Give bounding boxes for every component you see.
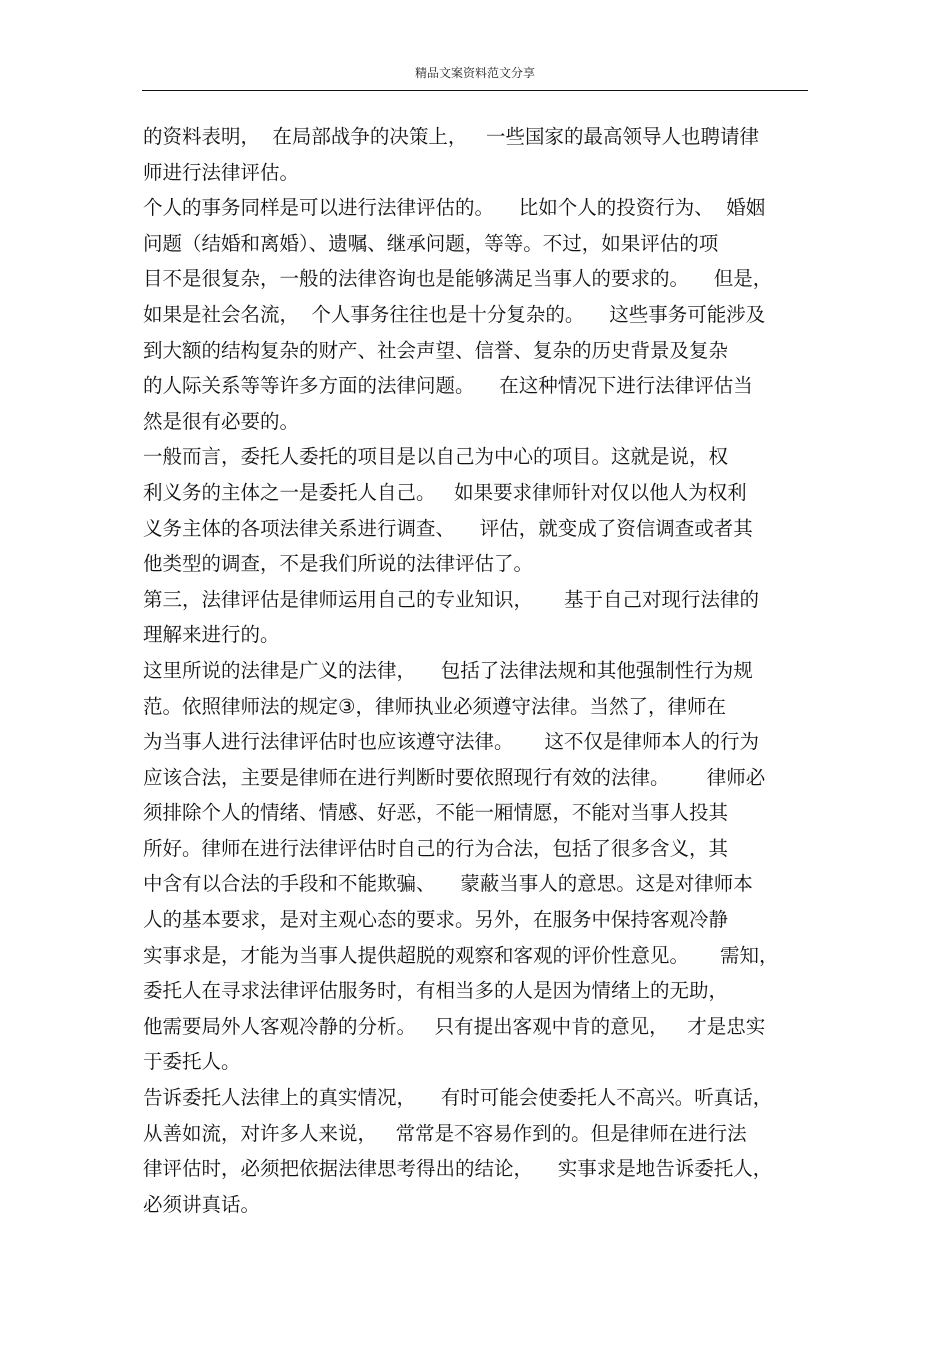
text-line: 委托人在寻求法律评估服务时，有相当多的人是因为情绪上的无助， bbox=[143, 979, 729, 1003]
text-line: 师进行法律评估。 bbox=[143, 160, 300, 184]
text-line: 如果是社会名流， 个人事务往往也是十分复杂的。 这些事务可能涉及 bbox=[143, 302, 766, 326]
text-line: 个人的事务同样是可以进行法律评估的。 比如个人的投资行为、 婚姻 bbox=[143, 196, 766, 220]
text-line: 问题（结婚和离婚）、遗嘱、继承问题，等等。不过，如果评估的项 bbox=[143, 231, 719, 255]
text-line: 他需要局外人客观冷静的分析。 只有提出客观中肯的意见， 才是忠实 bbox=[143, 1014, 766, 1038]
text-line: 然是很有必要的。 bbox=[143, 409, 300, 433]
text-line: 的人际关系等等许多方面的法律问题。 在这种情况下进行法律评估当 bbox=[143, 374, 753, 398]
text-line: 告诉委托人法律上的真实情况， 有时可能会使委托人不高兴。听真话， bbox=[143, 1086, 773, 1110]
text-line: 必须讲真话。 bbox=[143, 1192, 261, 1216]
document-body bbox=[143, 119, 808, 1222]
text-line: 律评估时，必须把依据法律思考得出的结论， 实事求是地告诉委托人， bbox=[143, 1157, 773, 1181]
text-line: 为当事人进行法律评估时也应该遵守法律。 这不仅是律师本人的行为 bbox=[143, 730, 759, 754]
text-line: 目不是很复杂，一般的法律咨询也是能够满足当事人的要求的。 但是， bbox=[143, 267, 773, 291]
text-line: 须排除个人的情绪、情感、好恶，不能一厢情愿，不能对当事人投其 bbox=[143, 801, 729, 825]
text-line: 利义务的主体之一是委托人自己。 如果要求律师针对仅以他人为权利 bbox=[143, 480, 747, 504]
header-divider bbox=[142, 90, 808, 91]
text-line: 实事求是，才能为当事人提供超脱的观察和客观的评价性意见。 需知， bbox=[143, 943, 779, 967]
text-line: 第三，法律评估是律师运用自己的专业知识， 基于自己对现行法律的 bbox=[143, 587, 759, 611]
text-line: 中含有以合法的手段和不能欺骗、 蒙蔽当事人的意思。这是对律师本 bbox=[143, 872, 753, 896]
text-line: 义务主体的各项法律关系进行调查、 评估，就变成了资信调查或者其 bbox=[143, 516, 753, 540]
text-line: 人的基本要求，是对主观心态的要求。另外，在服务中保持客观冷静 bbox=[143, 908, 729, 932]
text-line: 从善如流，对许多人来说， 常常是不容易作到的。但是律师在进行法 bbox=[143, 1121, 747, 1145]
page-header: 精品文案资料范文分享 bbox=[414, 66, 535, 80]
text-line: 一般而言，委托人委托的项目是以自己为中心的项目。这就是说，权 bbox=[143, 445, 729, 469]
text-line: 应该合法，主要是律师在进行判断时要依照现行有效的法律。 律师必 bbox=[143, 765, 766, 789]
text-line: 所好。律师在进行法律评估时自己的行为合法，包括了很多含义，其 bbox=[143, 836, 729, 860]
text-line: 于委托人。 bbox=[143, 1050, 241, 1074]
text-line: 的资料表明， 在局部战争的决策上， 一些国家的最高领导人也聘请律 bbox=[143, 125, 759, 148]
text-line: 理解来进行的。 bbox=[143, 623, 280, 647]
text-line: 他类型的调查，不是我们所说的法律评估了。 bbox=[143, 552, 534, 576]
text-line: 范。依照律师法的规定③，律师执业必须遵守法律。当然了，律师在 bbox=[143, 694, 726, 718]
text-line: 到大额的结构复杂的财产、社会声望、信誉、复杂的历史背景及复杂 bbox=[143, 338, 729, 362]
text-line: 这里所说的法律是广义的法律， 包括了法律法规和其他强制性行为规 bbox=[143, 658, 753, 682]
